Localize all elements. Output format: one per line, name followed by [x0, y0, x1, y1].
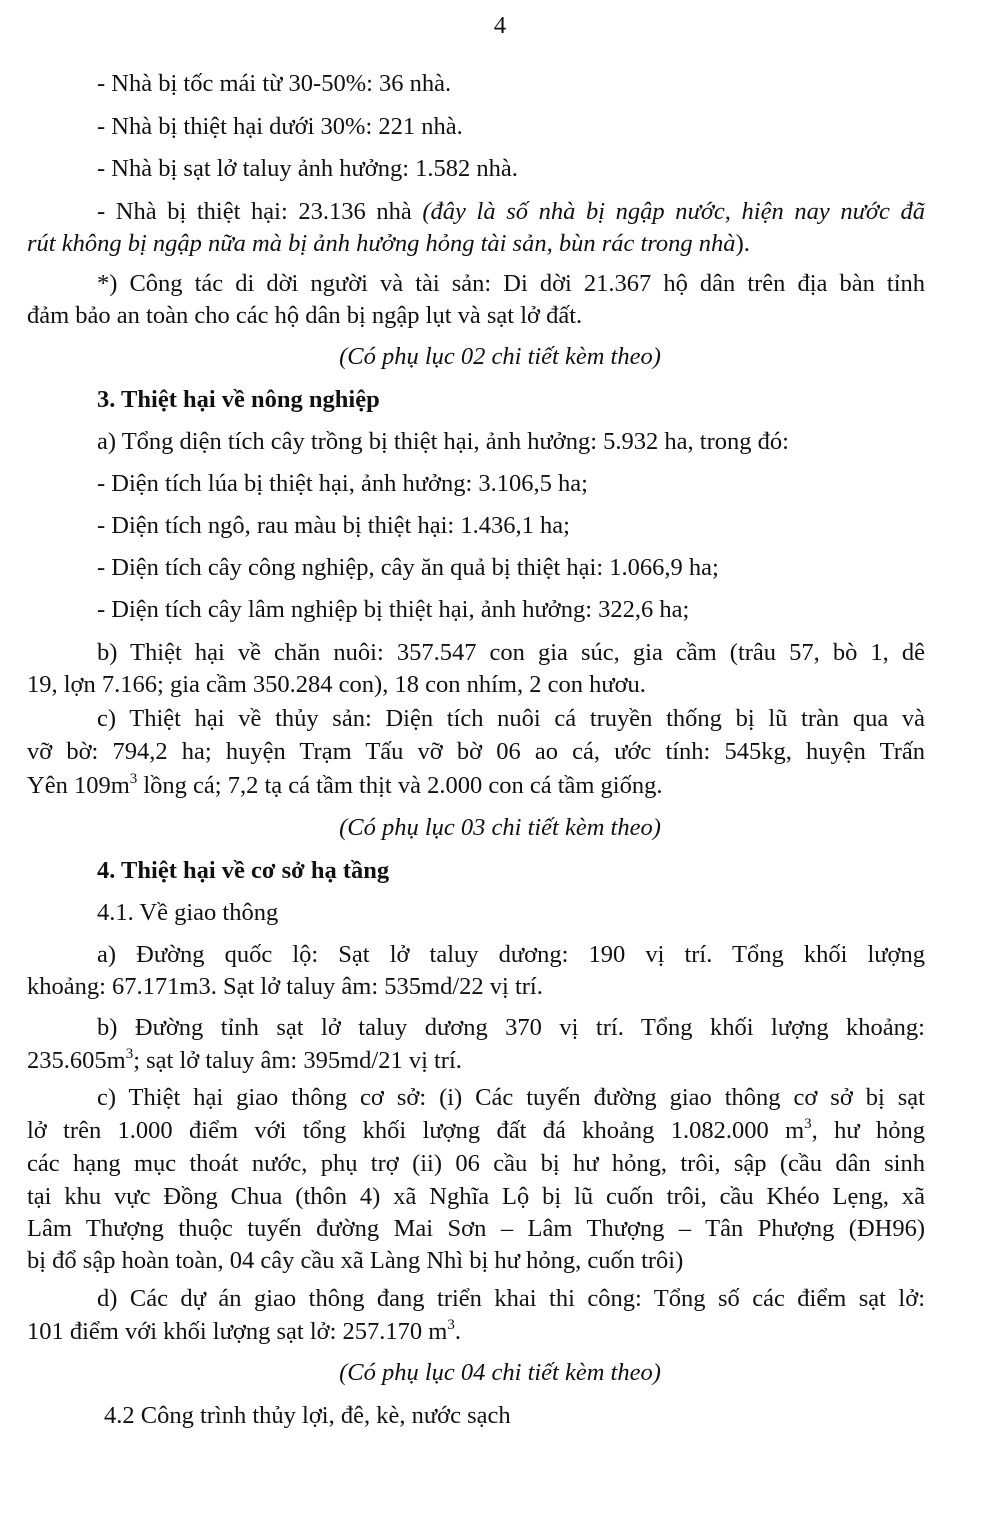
paragraph-line: b) Thiệt hại về chăn nuôi: 357.547 con gia súc, gia cầm (trâu 57, bò 1, dê	[97, 639, 925, 666]
subsection-heading: 4.2 Công trình thủy lợi, đê, kè, nước sạch	[104, 1402, 511, 1429]
paragraph-line: - Nhà bị thiệt hại: 23.136 nhà (đây là số nhà bị ngập nước, hiện nay nước đã	[97, 198, 925, 225]
list-item: - Nhà bị thiệt hại dưới 30%: 221 nhà.	[97, 113, 463, 140]
paragraph-line: vỡ bờ: 794,2 ha; huyện Trạm Tấu vỡ bờ 06 ao cá, ước tính: 545kg, huyện Trấn	[27, 738, 925, 765]
paragraph-line: 101 điểm với khối lượng sạt lở: 257.170 $m^3$.	[27, 1317, 461, 1345]
paragraph-line: a) Đường quốc lộ: Sạt lở taluy dương: 190 vị trí. Tổng khối lượng	[97, 941, 925, 968]
paragraph-line: Lâm Thượng thuộc tuyến đường Mai Sơn – Lâm Thượng – Tân Phượng (ĐH96)	[27, 1215, 925, 1242]
paragraph-line: a) Tổng diện tích cây trồng bị thiệt hại, ảnh hưởng: 5.932 ha, trong đó:	[97, 428, 789, 455]
paragraph-line: rút không bị ngập nữa mà bị ảnh hưởng hỏng tài sản, bùn rác trong nhà).	[27, 230, 750, 257]
paragraph-line: bị đổ sập hoàn toàn, 04 cây cầu xã Làng Nhì bị hư hỏng, cuốn trôi)	[27, 1247, 684, 1274]
list-item: - Diện tích lúa bị thiệt hại, ảnh hưởng: 3.106,5 ha;	[97, 470, 588, 497]
appendix-reference: (Có phụ lục 04 chi tiết kèm theo)	[339, 1359, 661, 1386]
list-item: - Diện tích cây lâm nghiệp bị thiệt hại, ảnh hưởng: 322,6 ha;	[97, 596, 690, 623]
section-heading: 4. Thiệt hại về cơ sở hạ tầng	[97, 857, 390, 884]
appendix-reference: (Có phụ lục 02 chi tiết kèm theo)	[339, 343, 661, 370]
subsection-heading: 4.1. Về giao thông	[97, 899, 279, 926]
section-heading: 3. Thiệt hại về nông nghiệp	[97, 386, 380, 413]
paragraph-line: c) Thiệt hại về thủy sản: Diện tích nuôi cá truyền thống bị lũ tràn qua và	[97, 705, 925, 732]
appendix-reference: (Có phụ lục 03 chi tiết kèm theo)	[339, 814, 661, 841]
list-item: - Diện tích cây công nghiệp, cây ăn quả bị thiệt hại: 1.066,9 ha;	[97, 554, 719, 581]
list-item: - Nhà bị tốc mái từ 30-50%: 36 nhà.	[97, 70, 452, 97]
page-number: 4	[493, 12, 507, 39]
paragraph-line: các hạng mục thoát nước, phụ trợ (ii) 06 cầu bị hư hỏng, trôi, sập (cầu dân sinh	[27, 1150, 925, 1177]
paragraph-line: c) Thiệt hại giao thông cơ sở: (i) Các tuyến đường giao thông cơ sở bị sạt	[97, 1084, 925, 1111]
paragraph-line: *) Công tác di dời người và tài sản: Di dời 21.367 hộ dân trên địa bàn tỉnh	[97, 270, 925, 297]
paragraph-line: đảm bảo an toàn cho các hộ dân bị ngập lụt và sạt lở đất.	[27, 302, 583, 329]
paragraph-line: tại khu vực Đồng Chua (thôn 4) xã Nghĩa Lộ bị lũ cuốn trôi, cầu Khéo Lẹng, xã	[27, 1183, 925, 1210]
list-item: - Diện tích ngô, rau màu bị thiệt hại: 1.436,1 ha;	[97, 512, 570, 539]
paragraph-line: 19, lợn 7.166; gia cầm 350.284 con), 18 con nhím, 2 con hươu.	[27, 671, 646, 698]
paragraph-line: $235.605m^3$; sạt lở taluy âm: 395md/21 vị trí.	[27, 1046, 462, 1074]
paragraph-line: Yên $109m^3$ lồng cá; 7,2 tạ cá tầm thịt và 2.000 con cá tầm giống.	[27, 771, 663, 799]
paragraph-line: d) Các dự án giao thông đang triển khai thi công: Tổng số các điểm sạt lở:	[97, 1285, 925, 1312]
paragraph-line: lở trên 1.000 điểm với tổng khối lượng đất đá khoảng 1.082.000 $m^3$, hư hỏng	[27, 1116, 926, 1144]
paragraph-line: khoảng: 67.171m3. Sạt lở taluy âm: 535md/22 vị trí.	[27, 973, 543, 1000]
list-item: - Nhà bị sạt lở taluy ảnh hưởng: 1.582 nhà.	[97, 155, 518, 182]
paragraph-line: b) Đường tỉnh sạt lở taluy dương 370 vị trí. Tổng khối lượng khoảng:	[97, 1014, 925, 1041]
